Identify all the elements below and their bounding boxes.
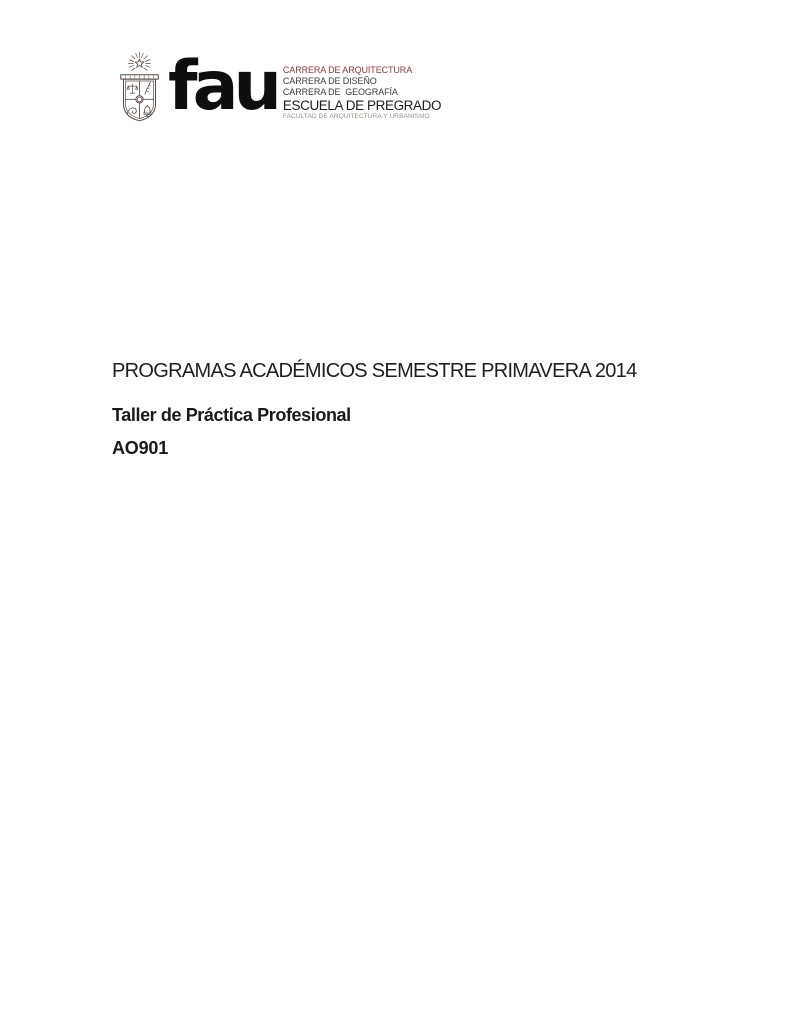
course-name: Taller de Práctica Profesional [112, 405, 351, 425]
document-title: PROGRAMAS ACADÉMICOS SEMESTRE PRIMAVERA 2014 [112, 360, 637, 382]
fau-logo-block [116, 47, 442, 129]
logo-line-carrera-diseno: CARRERA DE DISEÑO [282, 75, 377, 86]
logo-line-carrera-geografia: CARRERA DE GEOGRAFÍA [282, 86, 398, 97]
logo-line-carrera-arquitectura: CARRERA DE ARQUITECTURA [282, 65, 413, 75]
course-code: AO901 [112, 438, 169, 458]
fau-wordmark: fau [168, 47, 277, 126]
logo-line-facultad: FACULTAD DE ARQUITECTURA Y URBANISMO [282, 113, 430, 121]
logo-line-escuela-pregrado: ESCUELA DE PREGRADO [282, 98, 442, 114]
logo-text-block [283, 65, 441, 121]
university-crest-icon [116, 51, 163, 129]
